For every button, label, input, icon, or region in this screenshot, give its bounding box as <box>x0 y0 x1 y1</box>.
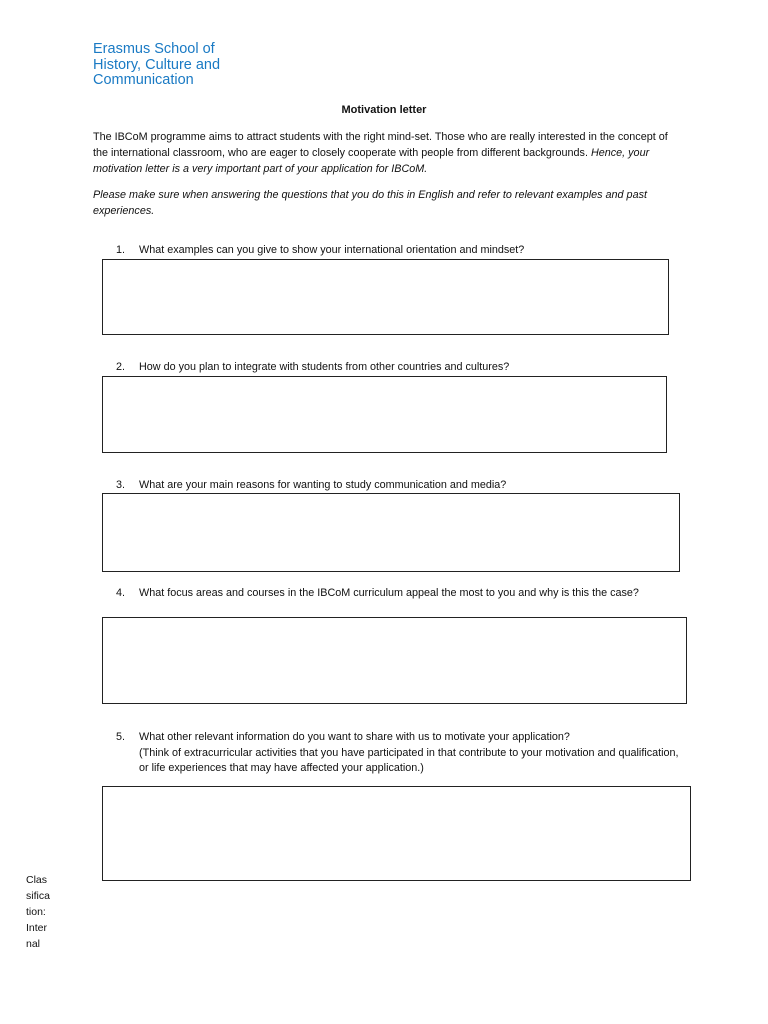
question-number: 1. <box>116 244 126 256</box>
logo-line-3: Communication <box>93 72 194 88</box>
answer-box-3[interactable] <box>102 493 680 572</box>
question-number: 3. <box>116 479 126 491</box>
logo-line-2: History, Culture and <box>93 56 221 73</box>
logo-line-1: Erasmus School of <box>93 41 215 57</box>
question-text: What focus areas and courses in the IBCoM curriculum appeal the most to you and why is this the case? <box>139 587 639 599</box>
question-text: What examples can you give to show your international orientation and mindset? <box>139 244 525 256</box>
school-logo <box>93 42 220 89</box>
question-4 <box>116 586 661 602</box>
answer-box-2[interactable] <box>102 376 667 453</box>
question-number: 5. <box>116 731 126 743</box>
question-number: 4. <box>116 587 126 599</box>
question-2 <box>116 360 676 376</box>
answer-box-4[interactable] <box>102 617 687 704</box>
intro-text: The IBCoM programme aims to attract students with the right mind-set. Those who are really interested in the concept of the international classroom, who are eager to closely cooperate with people from different backgrounds. <box>93 131 668 159</box>
question-3 <box>116 478 676 494</box>
question-1 <box>116 243 676 259</box>
document-title: Motivation letter <box>341 104 427 116</box>
classification-label: Classification: Internal <box>26 874 50 950</box>
question-number: 2. <box>116 361 126 373</box>
answer-box-1[interactable] <box>102 259 669 335</box>
question-text: What are your main reasons for wanting to study communication and media? <box>139 479 507 491</box>
intro-paragraph <box>93 129 683 177</box>
answer-box-5[interactable] <box>102 786 691 881</box>
intro-emphasis: Hence, your motivation letter is a very important part of your application for IBCoM. <box>93 147 650 175</box>
question-text: How do you plan to integrate with students from other countries and cultures? <box>139 361 510 373</box>
question-text: What other relevant information do you want to share with us to motivate your application? <box>139 731 570 743</box>
question-5 <box>116 730 686 777</box>
question-note: (Think of extracurricular activities that you have participated in that contribute to your motivation and qualification, or life experiences that may have affected your application.) <box>139 746 679 774</box>
instruction-paragraph: Please make sure when answering the questions that you do this in English and refer to relevant examples and past experiences. <box>93 189 647 217</box>
